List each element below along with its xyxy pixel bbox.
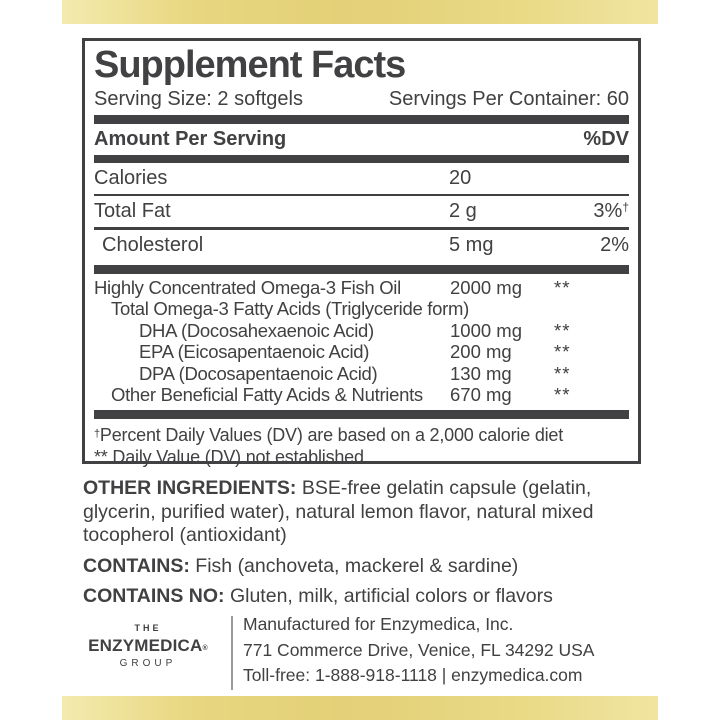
enzymedica-group-logo: [80, 624, 216, 669]
dv-header: %DV: [583, 127, 629, 150]
serving-size: Serving Size: 2 softgels: [94, 87, 303, 110]
row-name: Calories: [94, 166, 168, 189]
dagger-symbol: †: [622, 200, 629, 215]
contains-paragraph: [83, 555, 643, 579]
row-amount: 200 mg: [450, 341, 512, 363]
row-amount: 1000 mg: [450, 319, 522, 341]
row-name: DPA (Docosapentaenoic Acid): [139, 362, 378, 384]
row-name: Cholesterol: [102, 233, 204, 256]
top-yellow-strip: [62, 0, 658, 24]
footnote-dv-not-established: ** Daily Value (DV) not established: [94, 446, 364, 467]
dagger-symbol: †: [94, 427, 100, 440]
contains-no-text: Gluten, milk, artificial colors or flavors: [224, 585, 553, 607]
divider-bar: [94, 265, 629, 274]
divider-bar: [94, 155, 629, 163]
amount-per-serving-header: Amount Per Serving: [94, 127, 287, 150]
manufacturer-address: [243, 612, 594, 689]
row-amount: 2000 mg: [450, 276, 522, 298]
row-amount: 2 g: [449, 200, 477, 223]
row-amount: 20: [449, 166, 472, 189]
table-row-total-fat: [94, 196, 629, 227]
address-line-manufactured: Manufactured for Enzymedica, Inc.: [243, 614, 514, 634]
contains-text: Fish (anchoveta, mackerel & sardine): [189, 555, 519, 577]
table-row-epa: [94, 341, 629, 363]
row-amount: 5 mg: [449, 233, 494, 256]
omega-section: [94, 277, 629, 406]
table-row-fish-oil: [94, 277, 629, 299]
row-dv: 3%†: [593, 200, 629, 223]
divider-bar: [94, 410, 629, 419]
footer-vertical-divider: [231, 616, 233, 690]
row-name: Total Omega-3 Fatty Acids (Triglyceride form): [111, 298, 469, 320]
footnotes: [94, 423, 629, 468]
row-name: Highly Concentrated Omega-3 Fish Oil: [94, 276, 401, 298]
contains-label: CONTAINS:: [83, 555, 190, 577]
divider-bar: [94, 115, 629, 124]
supplement-facts-panel: [82, 38, 641, 467]
panel-title: Supplement Facts: [94, 44, 406, 86]
row-name: DHA (Docosahexaenoic Acid): [139, 319, 374, 341]
row-dv: **: [554, 362, 571, 384]
row-amount: 130 mg: [450, 362, 512, 384]
contains-no-paragraph: [83, 585, 643, 609]
column-header-row: [94, 124, 629, 155]
row-dv: **: [554, 276, 571, 298]
row-dv: **: [554, 341, 571, 363]
logo-line-group: GROUP: [119, 658, 177, 669]
footnote-daily-values: †Percent Daily Values (DV) are based on a 2,000 calorie diet: [94, 424, 564, 445]
other-ingredients-text: BSE-free gelatin capsule (gelatin, glycerin, purified water), natural lemon flavor, natural mixed tocopherol (antioxidant): [83, 477, 594, 546]
row-dv: 2%: [600, 233, 629, 256]
address-line-tollfree: Toll-free: 1-888-918-1118 | enzymedica.com: [243, 665, 583, 685]
row-dv: **: [554, 319, 571, 341]
address-line-street: 771 Commerce Drive, Venice, FL 34292 USA: [243, 639, 595, 660]
row-name: Total Fat: [94, 200, 171, 223]
bottom-yellow-strip: [62, 696, 658, 720]
registered-mark: ®: [202, 645, 208, 652]
servings-per-container: Servings Per Container: 60: [388, 87, 629, 110]
other-ingredients-paragraph: [83, 477, 643, 548]
logo-line-enzymedica: ENZYMEDICA®: [88, 636, 208, 655]
logo-line-the: THE: [134, 623, 162, 633]
table-row-dpa: [94, 363, 629, 385]
table-row-other-fatty-acids: [94, 384, 629, 406]
table-row-cholesterol: [94, 230, 629, 261]
row-name: EPA (Eicosapentaenoic Acid): [139, 341, 370, 363]
table-row-dha: [94, 320, 629, 342]
serving-info-row: [94, 88, 629, 111]
row-name: Other Beneficial Fatty Acids & Nutrients: [111, 384, 423, 406]
table-row-calories: [94, 163, 629, 194]
row-dv: **: [554, 384, 571, 406]
table-row-total-omega3: [94, 298, 629, 320]
other-ingredients-label: OTHER INGREDIENTS:: [83, 477, 297, 499]
contains-no-label: CONTAINS NO:: [83, 585, 225, 607]
row-amount: 670 mg: [450, 384, 512, 406]
